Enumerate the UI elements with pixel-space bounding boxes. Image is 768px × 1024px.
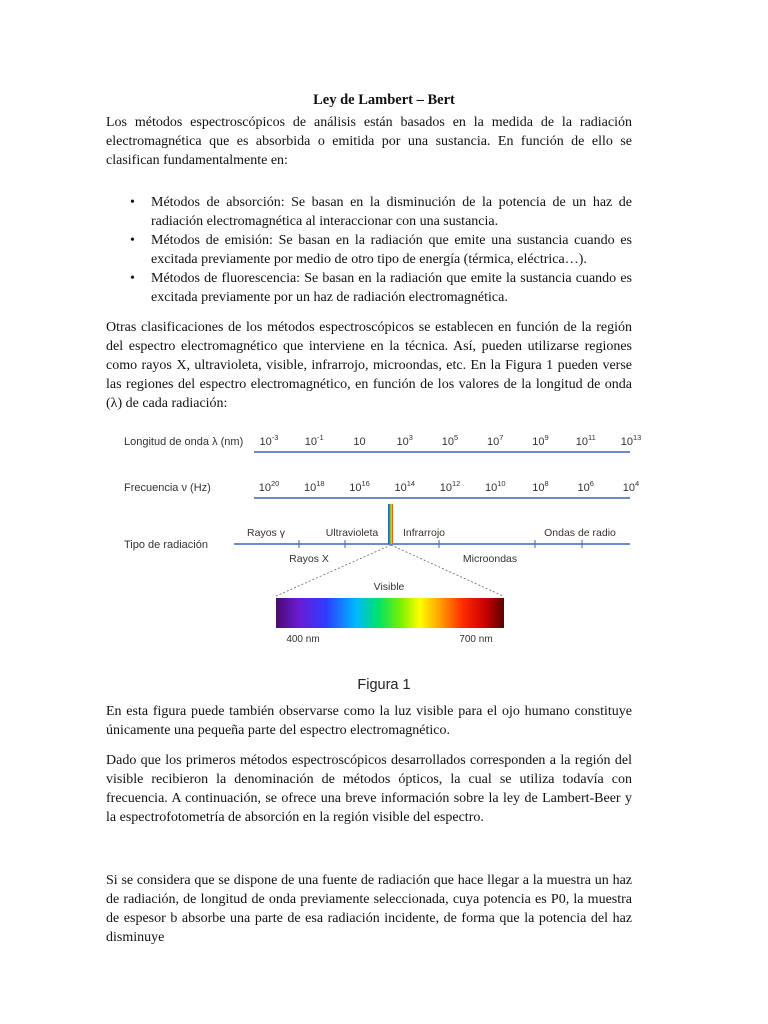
frequency-tick-label: $10^8$ <box>532 479 549 494</box>
frequency-tick-label: $10^{16}$ <box>349 479 370 494</box>
region-microwave-label: Microondas <box>462 553 518 565</box>
visible-strip-mark <box>388 504 393 544</box>
wavelength-tick-label: $10^{11}$ <box>575 433 596 448</box>
visible-min-label: 400 nm <box>286 634 320 645</box>
methods-list <box>106 193 632 307</box>
wavelength-tick-label: $10^{-1}$ <box>304 433 324 448</box>
frequency-tick-label: $10^{14}$ <box>394 479 416 494</box>
optical-methods-paragraph: Dado que los primeros métodos espectroscópicos desarrollados corresponden a la región del visible recibieron la denominación de métodos ópticos, la cual se utiliza todavía con frecuencia. A continuación, se ofrece una breve información sobre la ley de Lambert-Beer y la espectrofotometría de absorción en la región visible del espectro. <box>106 753 632 825</box>
wavelength-tick-label: $10^5$ <box>441 433 459 448</box>
list-item <box>106 193 632 231</box>
frequency-row-label: Frecuencia ν (Hz) <box>124 482 211 494</box>
frequency-tick-label: $10^{18}$ <box>303 479 325 494</box>
wavelength-tick-label: $10^7$ <box>487 433 504 448</box>
list-item-text: Métodos de absorción: Se basan en la disminución de la potencia de un haz de radiación electromagnética al interaccionar con una sustancia. <box>151 195 632 229</box>
list-item <box>106 231 632 269</box>
wavelength-tick-label: $10^{13}$ <box>620 433 642 448</box>
wavelength-tick-label: $10^3$ <box>396 433 413 448</box>
visible-label: Visible <box>373 581 405 593</box>
wavelength-tick-label: 10 <box>353 436 366 448</box>
wavelength-row-label: Longitud de onda λ (nm) <box>124 436 244 448</box>
visible-max-label: 700 nm <box>459 634 493 645</box>
region-uv-label: Ultravioleta <box>325 527 379 539</box>
region-ir-label: Infrarrojo <box>402 527 446 539</box>
frequency-tick-label: $10^6$ <box>577 479 594 494</box>
visible-spectrum-bar <box>276 598 504 628</box>
region-gamma-label: Rayos γ <box>247 527 285 539</box>
list-item-text: Métodos de fluorescencia: Se basan en la radiación que emite la sustancia cuando es excitada previamente por un haz de radiación electromagnética. <box>151 271 632 305</box>
figure-caption: Figura 1 <box>357 677 411 693</box>
lambert-paragraph: Si se considera que se dispone de una fuente de radiación que hace llegar a la muestra un haz de radiación, de longitud de onda previamente seleccionada, cuya potencia es P0, la muestra de espesor b absorbe una parte de esa radiación incidente, de forma que la potencia del haz disminuye <box>106 873 632 945</box>
spectrum-figure <box>106 412 646 652</box>
frequency-ticks <box>259 479 640 494</box>
bullet-icon: • <box>130 271 135 286</box>
frequency-tick-label: $10^{20}$ <box>258 479 280 494</box>
classification-paragraph: Otras clasificaciones de los métodos espectroscópicos se establecen en función de la región del espectro electromagnético que interviene en la técnica. Así, pueden utilizarse regiones como rayos X, ultravioleta, visible, infrarrojo, microondas, etc. En la Figura 1 pueden verse las regiones del espectro electromagnético, en función de los valores de la longitud de onda (λ) de cada radiación: <box>106 320 632 411</box>
frequency-tick-label: $10^4$ <box>622 479 640 494</box>
list-item-text: Métodos de emisión: Se basan en la radiación que emite una sustancia cuando es excitada previamente por medio de otro tipo de energía (térmica, eléctrica…). <box>151 233 632 267</box>
bullet-icon: • <box>130 195 135 210</box>
wavelength-tick-label: $10^9$ <box>532 433 549 448</box>
radiation-type-row-label: Tipo de radiación <box>124 539 208 551</box>
region-radio-label: Ondas de radio <box>544 527 616 539</box>
intro-paragraph: Los métodos espectroscópicos de análisis están basados en la medida de la radiación electromagnética que es absorbida o emitida por una sustancia. En función de ello se clasifican fundamentalmente en: <box>106 115 632 168</box>
region-xray-label: Rayos X <box>289 553 329 565</box>
wavelength-tick-label: $10^{-3}$ <box>259 433 279 448</box>
document-title: Ley de Lambert – Bert <box>313 92 455 108</box>
frequency-tick-label: $10^{12}$ <box>439 479 461 494</box>
visible-light-paragraph: En esta figura puede también observarse como la luz visible para el ojo humano constituye únicamente una pequeña parte del espectro electromagnético. <box>106 704 632 738</box>
list-item <box>106 269 632 307</box>
wavelength-ticks <box>260 433 642 448</box>
frequency-tick-label: $10^{10}$ <box>484 479 506 494</box>
bullet-icon: • <box>130 233 135 248</box>
